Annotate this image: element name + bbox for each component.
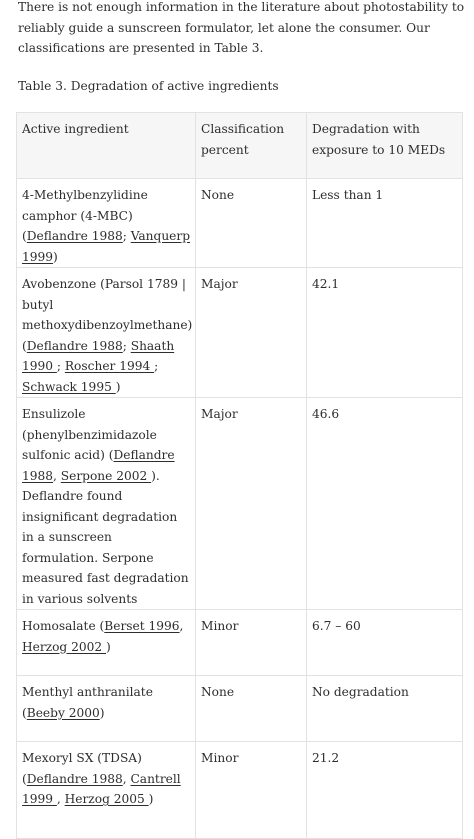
ingredient-cell: Ensulizole (phenylbenzimidazole sulfonic acid) (Deflandre 1988, Serpone 2002 ). Deflandre found insignificant degradation in a sunscreen formulation. Serpone measured fast degradation in various solvents [17,398,196,610]
ingredient-cell [17,676,196,742]
ingredient-text: ) [106,639,111,654]
table-row [17,268,463,398]
ingredient-text: ) [99,705,105,720]
degradation-table [16,112,463,839]
citation-link[interactable]: Serpone 2002 [60,468,152,483]
citation-link[interactable]: Deflandre 1988 [26,338,123,353]
table-row [17,179,463,268]
citation-link[interactable]: Deflandre 1988 [22,448,175,483]
classification-cell: Minor [196,610,307,676]
classification-cell: None [196,676,307,742]
citation-link[interactable]: Cantrell 1999 [22,771,181,806]
citation-link[interactable]: Berset 1996 [104,619,180,633]
ingredient-text: ) [53,249,58,264]
citation-link[interactable]: Herzog 2002 [22,639,106,654]
citation-link[interactable]: Beeby 2000 [26,705,100,720]
ingredient-cell: Homosalate (Berset 1996, Herzog 2002 ) [17,610,196,676]
degradation-cell: 21.2 [307,742,463,839]
ingredient-text: Ensulizole (phenylbenzimidazole sulfonic acid) ( [22,407,157,462]
degradation-cell: Less than 1 [307,179,463,268]
ingredient-text: Mexoryl SX (TDSA) ( [22,751,142,786]
citation-link[interactable]: Shaath 1990 [22,338,175,373]
ingredient-cell: 4-Methylbenzylidine camphor (4-MBC) (Deflandre 1988; Vanquerp 1999) [17,179,196,268]
citation-link[interactable]: Roscher 1994 [64,359,155,373]
table-row [17,610,463,676]
citation-link[interactable]: Vanquerp 1999 [22,229,191,264]
table-row [17,398,463,610]
citation-link[interactable]: Schwack 1995 [22,379,116,394]
ingredient-text: Menthyl anthranilate ( [22,685,153,720]
classification-cell: None [196,179,307,268]
classification-cell: Major [196,398,307,610]
classification-cell: Minor [196,742,307,839]
ingredient-text: Avobenzone (Parsol 1789 | butyl methoxydibenzoylmethane) ( [22,277,193,353]
degradation-cell: 46.6 [307,398,463,610]
classification-cell: Major [196,268,307,398]
ingredient-text: ) [115,379,121,394]
header-classification: Classification percent [196,113,307,179]
citation-link[interactable]: Deflandre 1988 [26,771,123,786]
ingredient-cell: Avobenzone (Parsol 1789 | butyl methoxydibenzoylmethane) (Deflandre 1988; Shaath 1990 ; Roscher 1994 ; Schwack 1995 ) [17,268,196,398]
citation-link[interactable]: Herzog 2005 [64,792,149,806]
ingredient-cell: Mexoryl SX (TDSA) (Deflandre 1988, Cantrell 1999 , Herzog 2005 ) [17,742,196,839]
ingredient-text: ) [148,792,154,806]
table-caption: Table 3. Degradation of active ingredients [18,79,279,93]
table-row [17,742,463,839]
degradation-cell: No degradation [307,676,463,742]
citation-link[interactable]: Deflandre 1988 [26,229,123,243]
intro-paragraph: There is not enough information in the literature about photostability to reliably guide a sunscreen formulator, let alone the consumer. Our classifications are presented in Table 3. [18,0,465,55]
ingredient-text: ). Deflandre found insignificant degradation in a sunscreen formulation. Serpone measured fast degradation in various solvents [22,468,189,606]
header-active-ingredient: Active ingredient [17,113,196,179]
table-header-row [17,113,463,179]
ingredient-text: 4-Methylbenzylidine camphor (4-MBC) ( [22,188,148,243]
ingredient-text: Homosalate ( [22,619,105,633]
header-degradation: Degradation with exposure to 10 MEDs [307,113,463,179]
table-row [17,676,463,742]
degradation-cell: 42.1 [307,268,463,398]
degradation-cell: 6.7 – 60 [307,610,463,676]
